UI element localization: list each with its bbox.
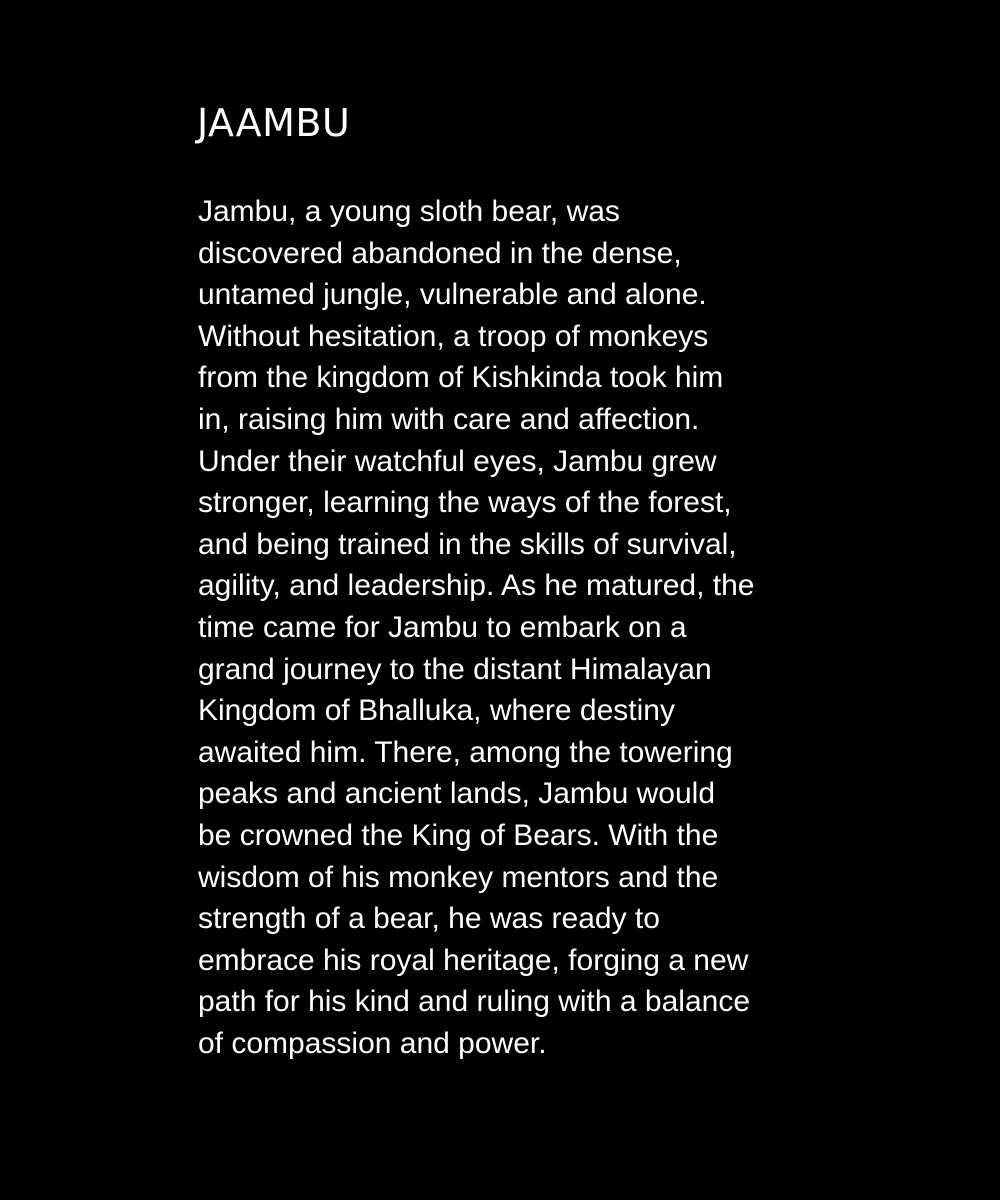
paragraph-line: from the kingdom of Kishkinda took him <box>198 361 724 395</box>
paragraph-line: stronger, learning the ways of the forest, <box>198 486 732 520</box>
paragraph-line: grand journey to the distant Himalayan <box>198 652 712 686</box>
paragraph-line: Under their watchful eyes, Jambu grew <box>198 444 717 478</box>
paragraph-line: agility, and leadership. As he matured, the <box>198 569 755 603</box>
paragraph-line: time came for Jambu to embark on a <box>198 610 687 644</box>
paragraph-line: peaks and ancient lands, Jambu would <box>198 777 716 811</box>
paragraph-line: Without hesitation, a troop of monkeys <box>198 319 709 353</box>
paragraph-line: embrace his royal heritage, forging a new <box>198 943 749 977</box>
paragraph-line: untamed jungle, vulnerable and alone. <box>198 278 707 312</box>
paragraph-line: of compassion and power. <box>198 1026 547 1060</box>
paragraph-line: awaited him. There, among the towering <box>198 735 733 769</box>
paragraph-line: strength of a bear, he was ready to <box>198 902 660 936</box>
paragraph-line: be crowned the King of Bears. With the <box>198 818 719 852</box>
paragraph-line: discovered abandoned in the dense, <box>198 236 682 270</box>
paragraph-line: in, raising him with care and affection. <box>198 402 700 436</box>
story-paragraph <box>198 191 838 1064</box>
paragraph-line: path for his kind and ruling with a balance <box>198 985 751 1019</box>
paragraph-line: Kingdom of Bhalluka, where destiny <box>198 694 675 728</box>
paragraph-line: and being trained in the skills of survival, <box>198 527 737 561</box>
page-title: JAAMBU <box>197 101 351 145</box>
paragraph-line: Jambu, a young sloth bear, was <box>198 195 620 228</box>
paragraph-line: wisdom of his monkey mentors and the <box>198 860 719 894</box>
